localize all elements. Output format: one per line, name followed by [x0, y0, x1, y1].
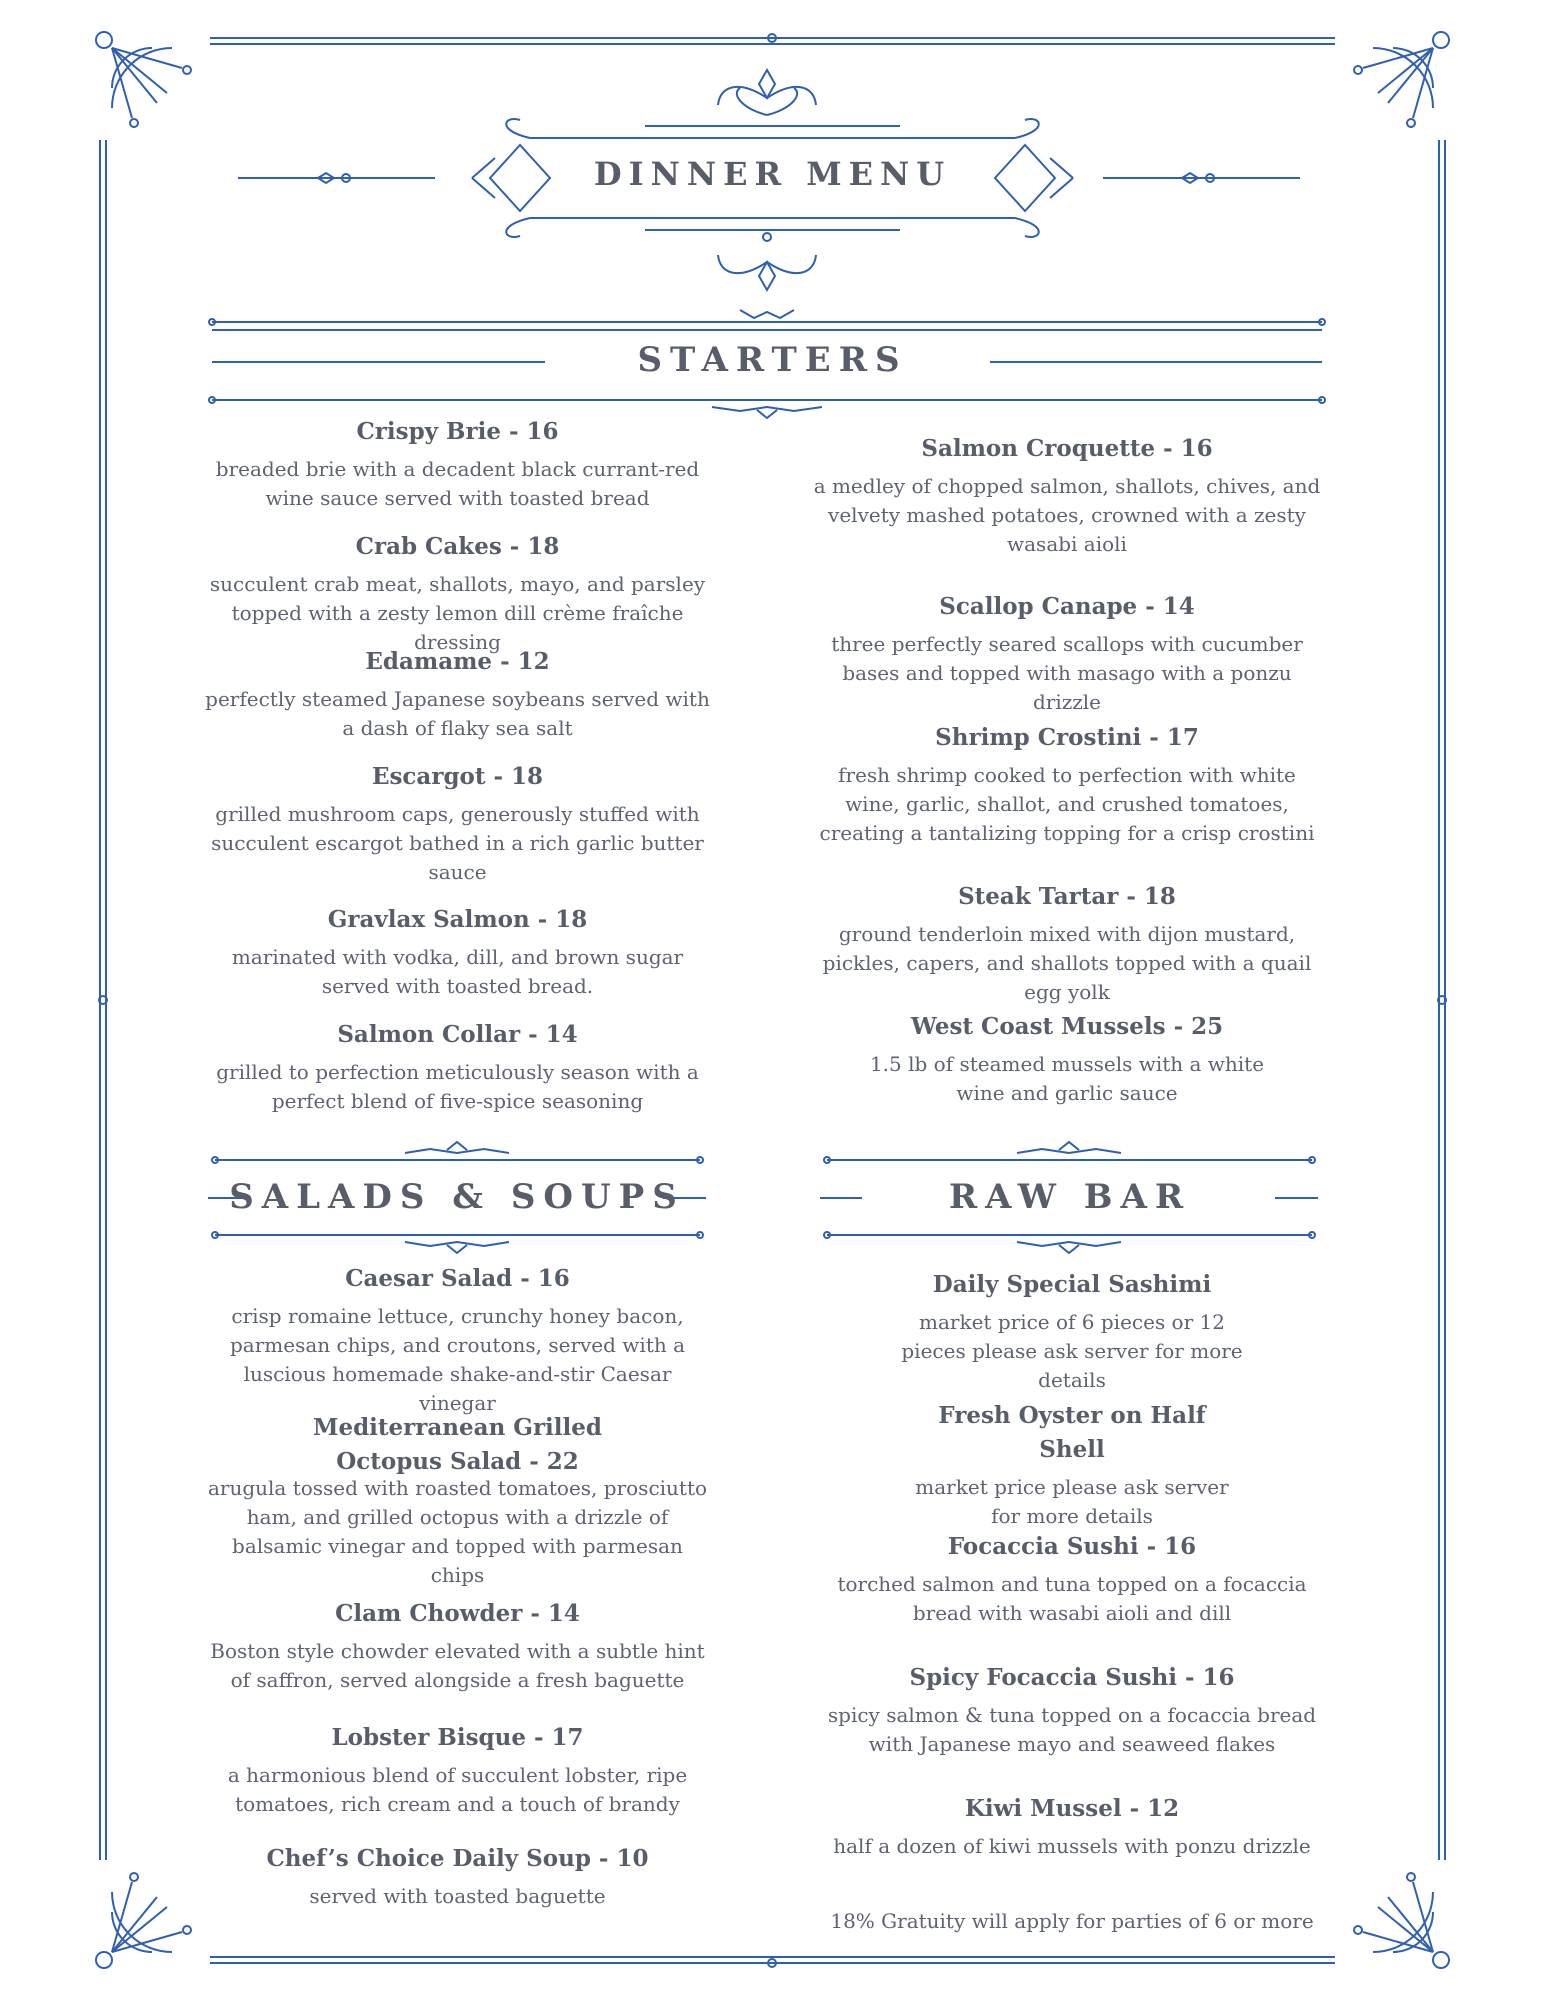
menu-item: [205, 1721, 710, 1819]
item-name: Daily Special Sashimi: [932, 1271, 1212, 1298]
raw-bar-heading: RAW BAR: [948, 1177, 1192, 1217]
menu-item-desc-block: [205, 1474, 710, 1590]
menu-item: [205, 645, 710, 743]
item-name: Kiwi Mussel - 12: [964, 1795, 1180, 1822]
menu-item: [912, 1399, 1232, 1531]
item-desc: breaded brie with a decadent black currant-red wine sauce served with toasted bread: [215, 457, 700, 510]
item-name: Crab Cakes - 18: [355, 533, 560, 560]
item-name: Salmon Collar - 14: [337, 1021, 578, 1048]
item-name: Focaccia Sushi - 16: [947, 1533, 1197, 1560]
item-desc: market price of 6 pieces or 12 pieces please ask server for more details: [901, 1310, 1243, 1392]
menu-item: [205, 903, 710, 1001]
item-desc: ground tenderloin mixed with dijon mustard, pickles, capers, and shallots topped with a quail egg yolk: [822, 922, 1312, 1004]
item-name: Gravlax Salmon - 18: [327, 906, 588, 933]
item-name: Scallop Canape - 14: [939, 593, 1195, 620]
item-name: Caesar Salad - 16: [345, 1265, 570, 1292]
menu-item: [205, 760, 710, 887]
menu-item: [812, 432, 1322, 559]
item-desc: served with toasted baguette: [309, 1884, 606, 1908]
menu-item: [205, 415, 710, 513]
item-desc: market price please ask server for more details: [915, 1475, 1229, 1528]
menu-item: [812, 590, 1322, 717]
item-name: Fresh Oyster on Half Shell: [938, 1402, 1206, 1463]
item-desc: torched salmon and tuna topped on a focaccia bread with wasabi aioli and dill: [837, 1572, 1307, 1625]
item-desc: three perfectly seared scallops with cucumber bases and topped with masago with a ponzu drizzle: [831, 632, 1303, 714]
item-desc: fresh shrimp cooked to perfection with white wine, garlic, shallot, and crushed tomatoes, creating a tantalizing topping for a crisp crostini: [819, 763, 1315, 845]
item-name: Chef’s Choice Daily Soup - 10: [266, 1845, 649, 1872]
item-name: Mediterranean Grilled Octopus Salad - 22: [313, 1414, 602, 1475]
item-desc: perfectly steamed Japanese soybeans served with a dash of flaky sea salt: [205, 687, 710, 740]
menu-item: [205, 1018, 710, 1116]
menu-title: DINNER MENU: [593, 155, 952, 193]
item-name: Steak Tartar - 18: [958, 883, 1176, 910]
item-name: Shrimp Crostini - 17: [935, 724, 1199, 751]
menu-item: [822, 1792, 1322, 1861]
gratuity-note: 18% Gratuity will apply for parties of 6 or more: [830, 1909, 1314, 1933]
title-cartouche-icon: [238, 70, 1300, 318]
item-desc: spicy salmon & tuna topped on a focaccia bread with Japanese mayo and seaweed flakes: [827, 1703, 1317, 1756]
menu-item: [205, 1597, 710, 1695]
item-name: Escargot - 18: [371, 763, 544, 790]
item-desc: arugula tossed with roasted tomatoes, prosciutto ham, and grilled octopus with a drizzle of balsamic vinegar and topped with parmesan chips: [207, 1476, 708, 1587]
item-desc: half a dozen of kiwi mussels with ponzu drizzle: [833, 1834, 1311, 1858]
item-name: Edamame - 12: [365, 648, 550, 675]
menu-item: [852, 1010, 1282, 1108]
item-name: Lobster Bisque - 17: [331, 1724, 584, 1751]
menu-item: [205, 1842, 710, 1911]
item-name: Crispy Brie - 16: [356, 418, 559, 445]
item-name: Spicy Focaccia Sushi - 16: [909, 1664, 1235, 1691]
menu-item: [812, 880, 1322, 1007]
menu-item: [822, 1530, 1322, 1628]
item-desc: a harmonious blend of succulent lobster, ripe tomatoes, rich cream and a touch of brandy: [227, 1763, 688, 1816]
menu-item: [305, 1411, 610, 1479]
item-name: Clam Chowder - 14: [335, 1600, 580, 1627]
item-desc: Boston style chowder elevated with a subtle hint of saffron, served alongside a fresh baguette: [210, 1639, 705, 1692]
item-desc: grilled to perfection meticulously season with a perfect blend of five-spice seasoning: [216, 1060, 699, 1113]
item-name: West Coast Mussels - 25: [910, 1013, 1224, 1040]
menu-item: [822, 1661, 1322, 1759]
item-desc: marinated with vodka, dill, and brown sugar served with toasted bread.: [231, 945, 684, 998]
item-desc: 1.5 lb of steamed mussels with a white wine and garlic sauce: [869, 1052, 1265, 1105]
item-desc: succulent crab meat, shallots, mayo, and parsley topped with a zesty lemon dill crème fraîche dressing: [209, 572, 706, 654]
starters-heading: STARTERS: [637, 340, 908, 380]
salads-soups-heading: SALADS & SOUPS: [229, 1177, 685, 1217]
menu-item: [205, 530, 710, 657]
menu-item: [812, 721, 1322, 848]
item-name: Salmon Croquette - 16: [921, 435, 1213, 462]
menu-item: [205, 1262, 710, 1418]
menu-item: [897, 1268, 1247, 1395]
item-desc: grilled mushroom caps, generously stuffed with succulent escargot bathed in a rich garlic butter sauce: [211, 802, 704, 884]
item-desc: a medley of chopped salmon, shallots, chives, and velvety mashed potatoes, crowned with a zesty wasabi aioli: [813, 474, 1321, 556]
item-desc: crisp romaine lettuce, crunchy honey bacon, parmesan chips, and croutons, served with a luscious homemade shake-and-stir Caesar vinegar: [229, 1304, 686, 1415]
